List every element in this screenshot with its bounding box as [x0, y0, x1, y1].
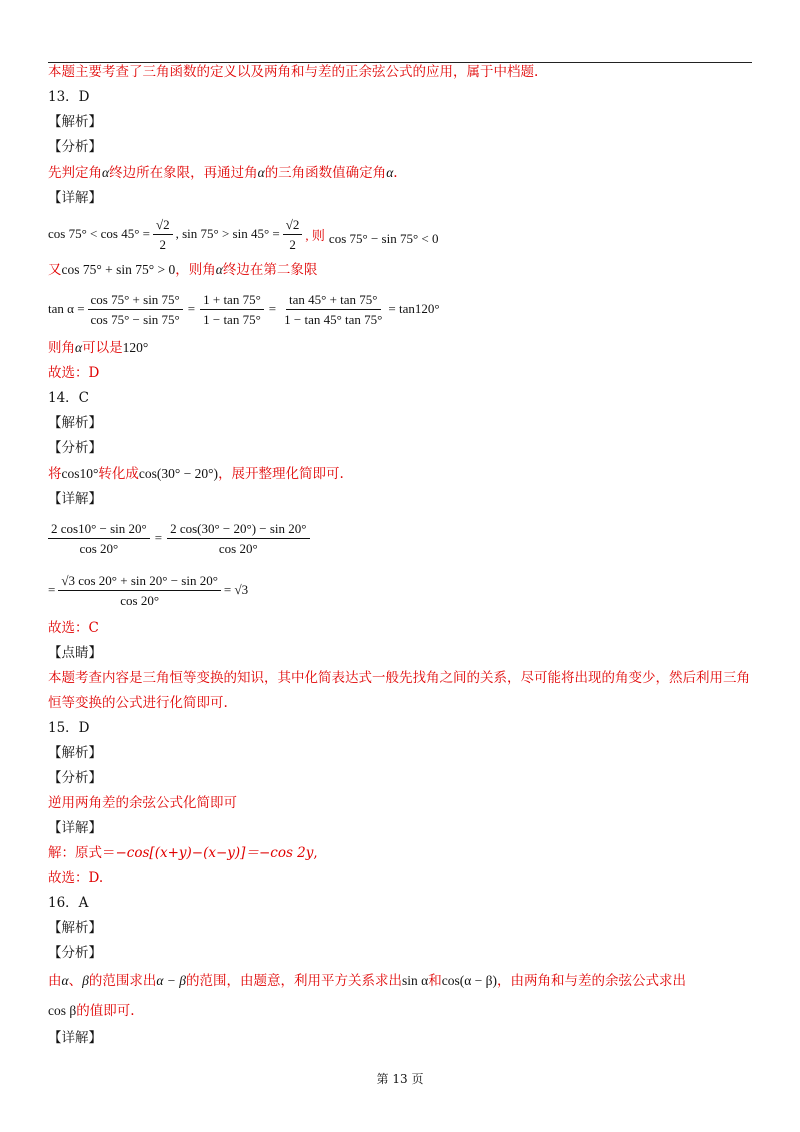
- fraction: $\frac{1 + \tan 75^\circ}{1 - \tan 75^\circ}$: [200, 291, 264, 328]
- alpha-symbol: α: [257, 165, 265, 180]
- q15-answer: 15．D: [48, 720, 90, 736]
- q13-analysis: 先判定角α终边所在象限，再通过角α的三角函数值确定角α.: [48, 165, 398, 181]
- q14-equation-2: = $\frac{√3 \cos 20^\circ + \sin 20^\circ - \sin 20^\circ}{\cos 20^\circ}$ = √3: [48, 572, 249, 608]
- q16-answer: 16．A: [48, 895, 89, 911]
- q15-analysis: 逆用两角差的余弦公式化简即可: [48, 795, 237, 811]
- fraction: $\frac{2 \cos(30^\circ - 20^\circ) - \sin 20^\circ}{\cos 20^\circ}$: [167, 520, 309, 557]
- alpha-symbol: α: [102, 165, 110, 180]
- q13-fenxi-label: 【分析】: [48, 139, 102, 155]
- q13-line-2: 又cos 75° + sin 75° > 0，则角α终边在第二象限: [48, 262, 318, 278]
- q14-note: 本题考查内容是三角恒等变换的知识，其中化简表达式一般先找角之间的关系，尽可能将出现的角变少，然后利用三角恒等变换的公式进行化简即可.: [48, 670, 750, 711]
- q13-line-4: 则角α可以是120°: [48, 340, 149, 356]
- page-number: 第 13 页: [376, 1072, 424, 1086]
- page-content: [48, 60, 752, 1051]
- q16-fenxi-label: 【分析】: [48, 945, 102, 961]
- q14-choice: 故选：C: [48, 620, 99, 636]
- q14-dianjing-label: 【点睛】: [48, 645, 102, 661]
- q15-jiexi-label: 【解析】: [48, 745, 102, 761]
- q13-xiangjie-label: 【详解】: [48, 190, 102, 206]
- q15-xiangjie-label: 【详解】: [48, 820, 102, 836]
- q14-analysis: 将cos10°转化成cos(30° − 20°)，展开整理化简即可.: [48, 466, 344, 482]
- q14-equation-1: $\frac{2 \cos 10^\circ - \sin 20^\circ}{\cos 20^\circ}$ = $\frac{2 \cos(30^\circ - 20^\circ) - \sin 20^\circ}{\cos 20^\circ}$: [48, 512, 752, 564]
- fraction: $\frac{2 \cos 10^\circ - \sin 20^\circ}{\cos 20^\circ}$: [48, 520, 150, 557]
- fraction: $\frac{√2}{2}$: [283, 216, 303, 253]
- alpha-symbol: α: [386, 165, 394, 180]
- q16-analysis-line-1: 由α、β的范围求出α − β的范围，由题意，利用平方关系求出sin α和cos(α − β)，由两角和与差的余弦公式求出: [48, 973, 686, 989]
- fraction: $\frac{\tan 45^\circ + \tan 75^\circ}{1 - \tan 45^\circ \tan 75^\circ}$: [284, 291, 383, 327]
- fraction: $\frac{√2}{2}$: [153, 216, 173, 253]
- q15-solution: 解：原式＝−cos[(x+y)−(x−y)]＝−cos 2y,: [48, 845, 318, 861]
- q14-answer: 14．C: [48, 390, 90, 406]
- q13-equation-3: tan α = $\frac{\cos 75^\circ + \sin 75^\circ}{\cos 75^\circ - \sin 75^\circ}$ = $\frac{1 + \tan 75^\circ}{1 - \tan 75^\circ}$ = $\frac{\tan 45^\circ + \tan 75^\circ}{1 - \tan 45^\circ \tan 75^\circ}$ = tan120°: [48, 291, 440, 327]
- q13-answer: 13．D: [48, 89, 90, 105]
- q13-jiexi-label: 【解析】: [48, 114, 102, 130]
- q13-choice: 故选：D: [48, 365, 100, 381]
- intro-text: 本题主要考查了三角函数的定义以及两角和与差的正余弦公式的应用，属于中档题.: [48, 64, 539, 80]
- q16-analysis-line-2: cos β的值即可.: [48, 1003, 135, 1019]
- fraction: $\frac{\cos 75^\circ + \sin 75^\circ}{\cos 75^\circ - \sin 75^\circ}$: [88, 291, 183, 328]
- q15-fenxi-label: 【分析】: [48, 770, 102, 786]
- alpha-symbol: α: [215, 262, 223, 277]
- q14-xiangjie-label: 【详解】: [48, 491, 102, 507]
- alpha-symbol: α: [75, 340, 83, 355]
- q15-choice: 故选：D.: [48, 870, 104, 886]
- q14-jiexi-label: 【解析】: [48, 415, 102, 431]
- q13-equation-1: cos 75° < cos 45° = $\frac{√2}{2}$ , sin 75° > sin 45° = $\frac{√2}{2}$ , 则 cos 75° − sin 75° < 0: [48, 216, 439, 252]
- q14-fenxi-label: 【分析】: [48, 440, 102, 456]
- q16-xiangjie-label: 【详解】: [48, 1030, 102, 1046]
- q16-jiexi-label: 【解析】: [48, 920, 102, 936]
- fraction: $\frac{√3 \cos 20^\circ + \sin 20^\circ - \sin 20^\circ}{\cos 20^\circ}$: [58, 572, 221, 609]
